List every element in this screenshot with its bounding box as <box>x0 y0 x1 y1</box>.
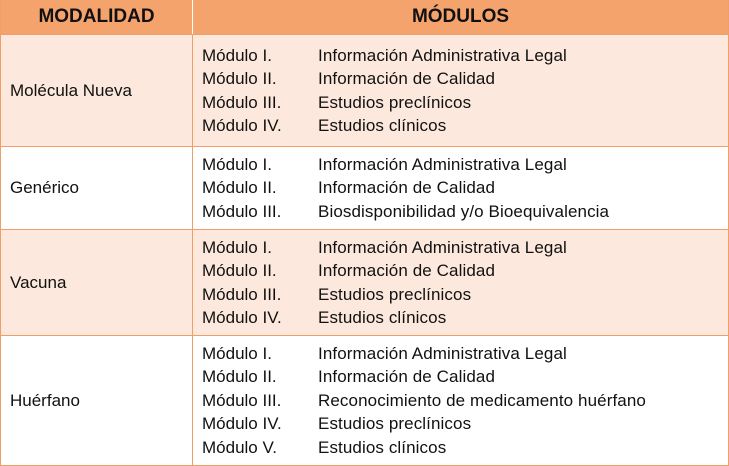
table-row <box>1 146 728 229</box>
modulo-label: Módulo IV. <box>202 414 282 434</box>
modalidad-cell: Huérfano <box>1 336 193 465</box>
modulo-label: Módulo I. <box>202 45 272 65</box>
modalidad-cell: Vacuna <box>1 230 193 335</box>
header-modulos: MÓDULOS <box>411 6 510 27</box>
modulo-title: Información de Calidad <box>318 178 496 198</box>
list-item <box>202 91 728 115</box>
modulo-title: Estudios clínicos <box>318 116 447 135</box>
modulo-title: Estudios clínicos <box>318 308 447 327</box>
list-item <box>202 342 728 366</box>
table-row <box>1 34 728 146</box>
modulo-label: Módulo III. <box>202 284 282 304</box>
list-item <box>202 114 728 138</box>
list-item <box>202 200 728 224</box>
modulo-title: Estudios preclínicos <box>318 284 472 304</box>
list-item <box>202 283 728 307</box>
modulo-label: Módulo II. <box>202 261 277 280</box>
header-modalidad: MODALIDAD <box>1 0 193 34</box>
table-row <box>1 229 728 335</box>
list-item <box>202 67 728 91</box>
modulo-title: Estudios clínicos <box>318 437 447 457</box>
modulo-title: Biosdisponibilidad y/o Bioequivalencia <box>318 201 610 221</box>
modulo-label: Módulo II. <box>202 367 277 387</box>
list-item <box>202 153 728 177</box>
list-item <box>202 412 728 436</box>
modulo-label: Módulo V. <box>202 437 277 457</box>
list-item <box>202 236 728 260</box>
modulo-label: Módulo III. <box>202 201 282 221</box>
modulo-label: Módulo I. <box>202 237 272 257</box>
list-item <box>202 436 728 460</box>
modulo-label: Módulo IV. <box>202 308 282 327</box>
modulo-label: Módulo II. <box>202 178 277 198</box>
table-row <box>1 335 728 466</box>
modulo-label: Módulo IV. <box>202 116 282 135</box>
modulo-label: Módulo II. <box>202 69 277 88</box>
modulo-title: Información Administrativa Legal <box>318 45 567 65</box>
modulo-label: Módulo I. <box>202 343 272 363</box>
list-item <box>202 44 728 68</box>
modulo-title: Información Administrativa Legal <box>318 237 567 257</box>
modulo-label: Módulo I. <box>202 154 272 174</box>
table-header <box>1 0 728 34</box>
modulos-cell <box>193 35 728 146</box>
list-item <box>202 306 728 330</box>
modalidad-cell: Molécula Nueva <box>1 35 193 146</box>
modulos-cell <box>193 336 728 465</box>
modulo-title: Estudios preclínicos <box>318 92 472 112</box>
modulo-title: Información Administrativa Legal <box>318 154 567 174</box>
modulo-title: Información Administrativa Legal <box>318 343 567 363</box>
modulo-title: Estudios preclínicos <box>318 414 472 434</box>
modulos-cell <box>193 230 728 335</box>
modulo-label: Módulo III. <box>202 92 282 112</box>
list-item <box>202 259 728 283</box>
modulo-title: Información de Calidad <box>318 367 496 387</box>
modulo-title: Información de Calidad <box>318 261 496 280</box>
list-item <box>202 389 728 413</box>
modulo-label: Módulo III. <box>202 390 282 410</box>
modulos-cell <box>193 147 728 229</box>
modulo-title: Reconocimiento de medicamento huérfano <box>318 390 646 410</box>
list-item <box>202 176 728 200</box>
modalidad-cell: Genérico <box>1 147 193 229</box>
list-item <box>202 365 728 389</box>
modulo-title: Información de Calidad <box>318 69 496 88</box>
